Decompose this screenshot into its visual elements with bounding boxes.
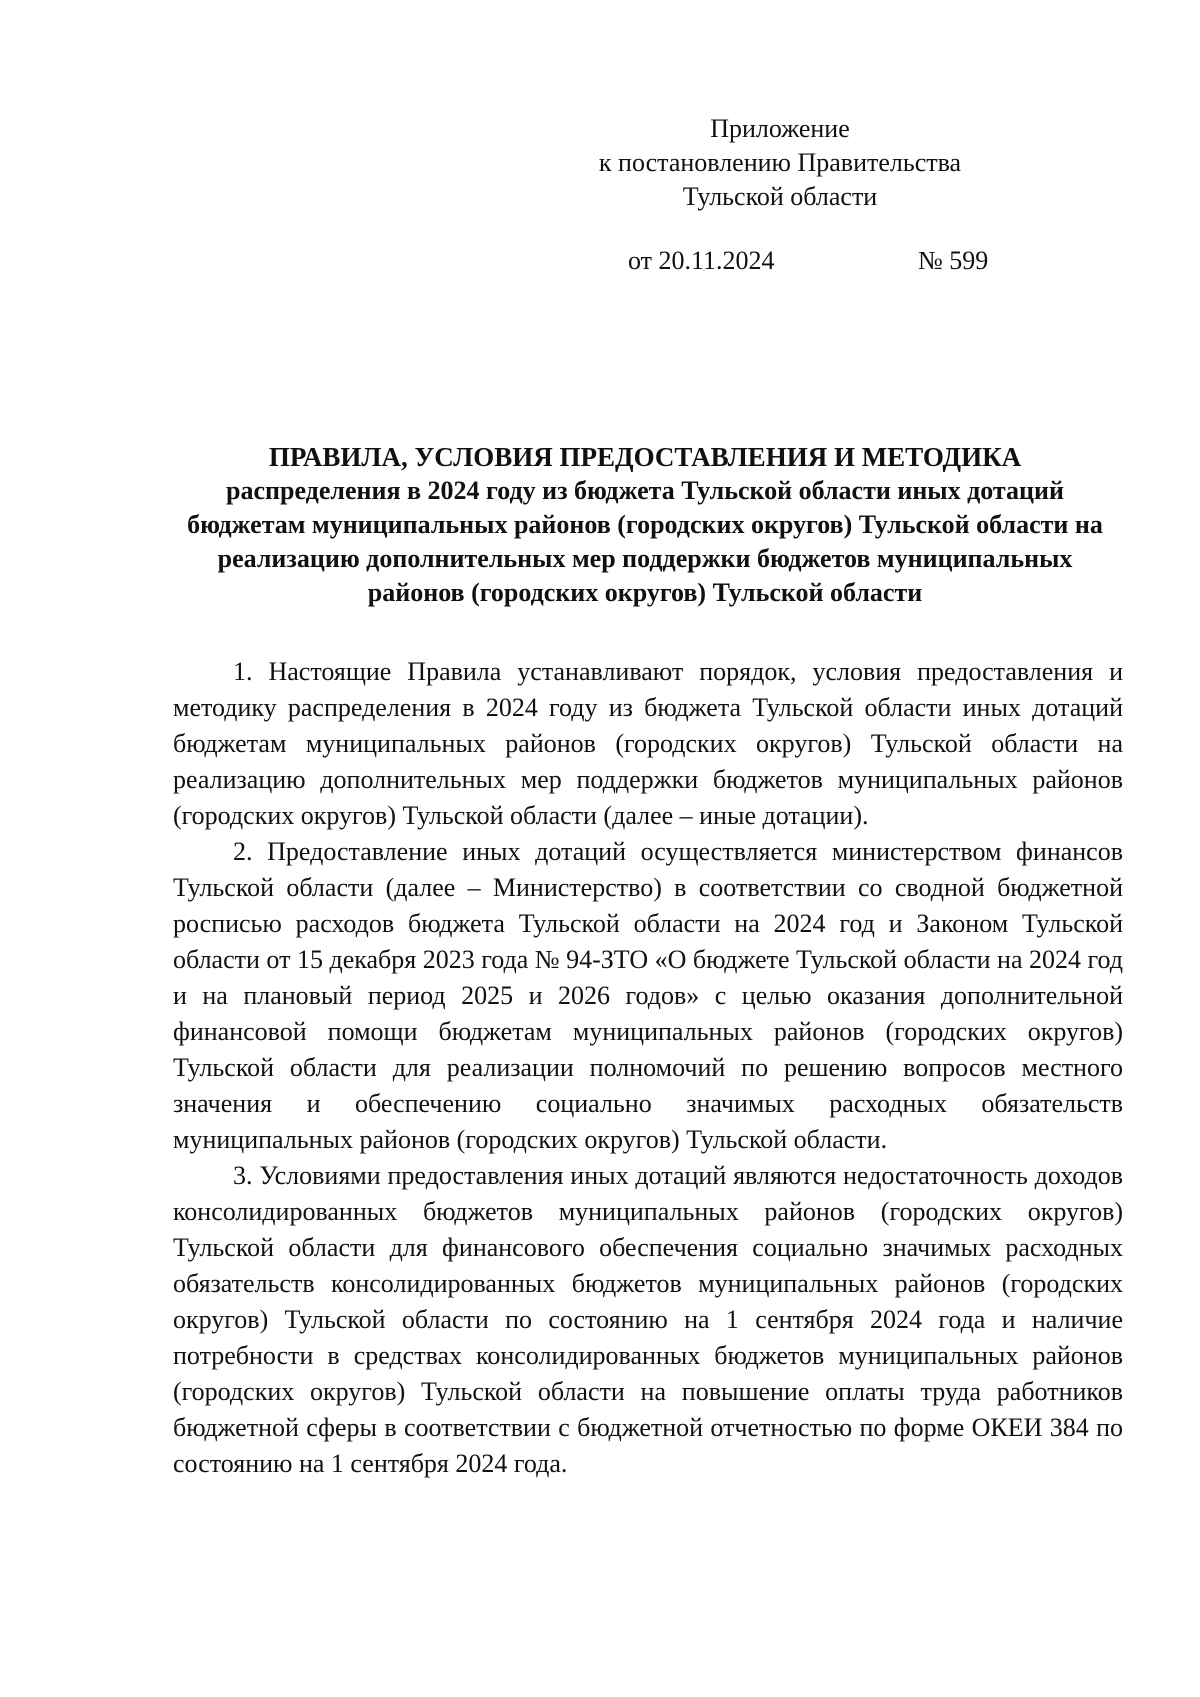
document-body [173, 654, 1123, 1482]
paragraph-1: 1. Настоящие Правила устанавливают порядок, условия предоставления и методику распределения в 2024 году из бюджета Тульской области иных дотаций бюджетам муниципальных районов (городских округов) Тульской области на реализацию дополнительных мер поддержки бюджетов муниципальных районов (городских округов) Тульской области (далее – иные дотации). [173, 657, 1123, 830]
document-number: № 599 [918, 246, 989, 275]
title-subtitle: распределения в 2024 году из бюджета Тульской области иных дотаций бюджетам муниципальных районов (городских округов) Тульской области на реализацию дополнительных мер поддержки бюджетов муниципальных районов (городских округов) Тульской области [187, 476, 1103, 607]
appendix-line-2: к постановлению Правительства [598, 148, 962, 177]
date-number-row [628, 244, 1028, 278]
appendix-block [580, 112, 980, 214]
appendix-line-3: Тульской области [682, 182, 878, 211]
document-title [170, 440, 1120, 610]
document-date: от 20.11.2024 [628, 246, 775, 275]
title-main: ПРАВИЛА, УСЛОВИЯ ПРЕДОСТАВЛЕНИЯ И МЕТОДИКА [268, 442, 1022, 472]
appendix-line-1: Приложение [710, 114, 850, 143]
paragraph-3: 3. Условиями предоставления иных дотаций являются недостаточность доходов консолидированных бюджетов муниципальных районов (городских округов) Тульской области для финансового обеспечения социально значимых расходных обязательств консолидированных бюджетов муниципальных районов (городских округов) Тульской области по состоянию на 1 сентября 2024 года и наличие потребности в средствах консолидированных бюджетов муниципальных районов (городских округов) Тульской области на повышение оплаты труда работников бюджетной сферы в соответствии с бюджетной отчетностью по форме ОКЕИ 384 по состоянию на 1 сентября 2024 года. [173, 1161, 1123, 1478]
paragraph-2: 2. Предоставление иных дотаций осуществляется министерством финансов Тульской области (далее – Министерство) в соответствии со сводной бюджетной росписью расходов бюджета Тульской области на 2024 год и Законом Тульской области от 15 декабря 2023 года № 94-ЗТО «О бюджете Тульской области на 2024 год и на плановый период 2025 и 2026 годов» с целью оказания дополнительной финансовой помощи бюджетам муниципальных районов (городских округов) Тульской области для реализации полномочий по решению вопросов местного значения и обеспечению социально значимых расходных обязательств муниципальных районов (городских округов) Тульской области. [173, 837, 1123, 1154]
